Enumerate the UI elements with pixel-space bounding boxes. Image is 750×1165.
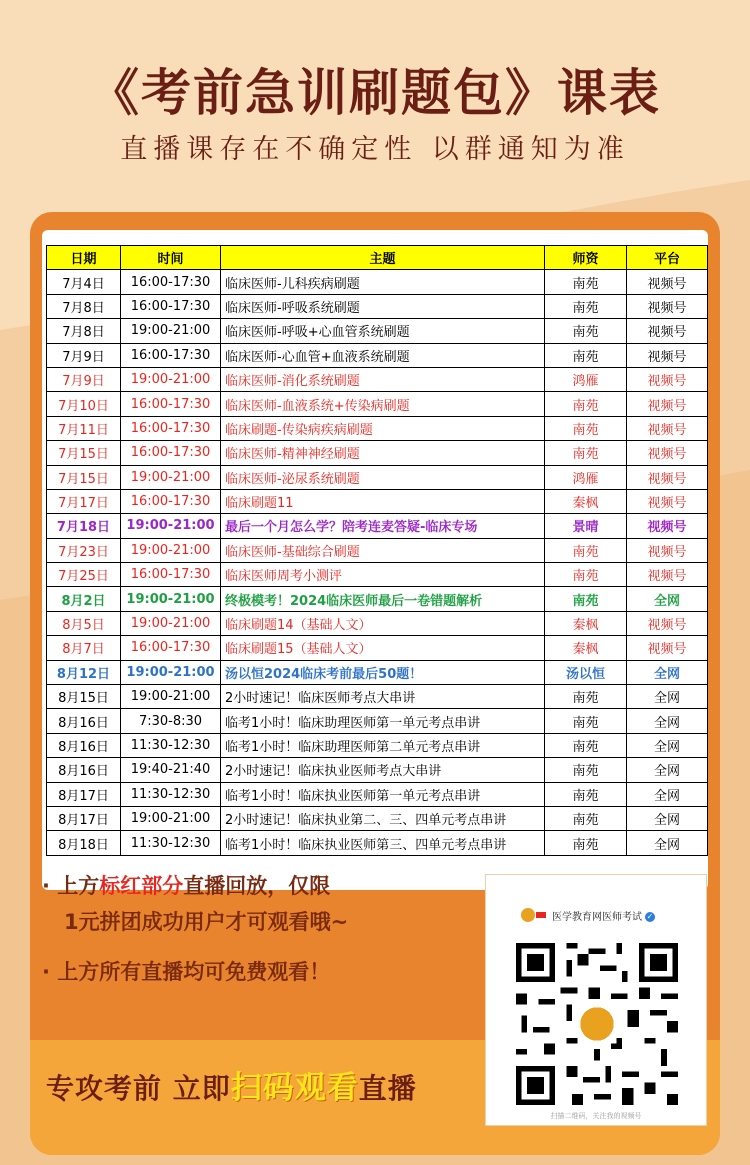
table-row bbox=[47, 294, 708, 318]
cell-date: 8月2日 bbox=[47, 587, 121, 611]
table-row bbox=[47, 514, 708, 538]
cell-teacher: 南苑 bbox=[545, 587, 627, 611]
cell-teacher: 南苑 bbox=[545, 733, 627, 757]
cell-time: 19:00-21:00 bbox=[121, 806, 221, 830]
cell-date: 8月16日 bbox=[47, 709, 121, 733]
page-subtitle: 直播课存在不确定性 以群通知为准 bbox=[120, 134, 630, 165]
cell-teacher: 南苑 bbox=[545, 441, 627, 465]
cell-date: 8月18日 bbox=[47, 831, 121, 855]
cell-date: 8月16日 bbox=[47, 758, 121, 782]
cell-platform: 全网 bbox=[627, 831, 708, 855]
cell-date: 8月7日 bbox=[47, 636, 121, 660]
cell-platform: 视频号 bbox=[627, 611, 708, 635]
cell-time: 19:00-21:00 bbox=[121, 538, 221, 562]
cell-teacher: 鸿雁 bbox=[545, 465, 627, 489]
cell-date: 7月9日 bbox=[47, 343, 121, 367]
cell-date: 7月18日 bbox=[47, 514, 121, 538]
page-title: 《考前急训刷题包》课表 bbox=[89, 64, 661, 122]
header-topic: 主题 bbox=[221, 246, 545, 270]
note-replay-prefix: · 上方 bbox=[42, 874, 100, 898]
note-replay-line2: 1元拼团成功用户才可观看哦~ bbox=[64, 910, 349, 934]
schedule-table bbox=[46, 245, 708, 856]
cell-date: 8月16日 bbox=[47, 733, 121, 757]
table-header-row bbox=[47, 246, 708, 270]
cell-topic: 汤以恒2024临床考前最后50题！ bbox=[221, 660, 545, 684]
cell-teacher: 南苑 bbox=[545, 538, 627, 562]
table-row bbox=[47, 563, 708, 587]
cell-date: 7月15日 bbox=[47, 465, 121, 489]
cell-time: 11:30-12:30 bbox=[121, 831, 221, 855]
note-replay bbox=[42, 868, 472, 940]
cell-date: 7月10日 bbox=[47, 392, 121, 416]
cell-date: 7月25日 bbox=[47, 563, 121, 587]
cell-time: 19:00-21:00 bbox=[121, 514, 221, 538]
cell-platform: 视频号 bbox=[627, 392, 708, 416]
cell-topic: 临床刷题11 bbox=[221, 489, 545, 513]
cell-time: 16:00-17:30 bbox=[121, 343, 221, 367]
cell-topic: 临床刷题15（基础人文） bbox=[221, 636, 545, 660]
cell-topic: 临床医师-消化系统刷题 bbox=[221, 367, 545, 391]
notes-section bbox=[42, 868, 472, 1004]
table-row bbox=[47, 831, 708, 855]
cell-time: 19:00-21:00 bbox=[121, 465, 221, 489]
cell-time: 16:00-17:30 bbox=[121, 441, 221, 465]
header-teacher: 师资 bbox=[545, 246, 627, 270]
cell-time: 16:00-17:30 bbox=[121, 416, 221, 440]
cta-banner bbox=[46, 1063, 417, 1114]
cell-time: 19:40-21:40 bbox=[121, 758, 221, 782]
cell-platform: 视频号 bbox=[627, 416, 708, 440]
cell-platform: 全网 bbox=[627, 685, 708, 709]
cell-time: 19:00-21:00 bbox=[121, 587, 221, 611]
cell-topic: 临床医师周考小测评 bbox=[221, 563, 545, 587]
table-row bbox=[47, 441, 708, 465]
cell-teacher: 南苑 bbox=[545, 392, 627, 416]
cell-topic: 临床刷题14（基础人文） bbox=[221, 611, 545, 635]
account-logo-icon bbox=[520, 905, 546, 925]
cell-topic: 临考1小时！临床助理医师第一单元考点串讲 bbox=[221, 709, 545, 733]
cell-platform: 全网 bbox=[627, 709, 708, 733]
cell-platform: 视频号 bbox=[627, 538, 708, 562]
note-replay-highlight: 标红部分 bbox=[99, 874, 184, 898]
cell-time: 19:00-21:00 bbox=[121, 367, 221, 391]
cell-teacher: 南苑 bbox=[545, 319, 627, 343]
cell-time: 16:00-17:30 bbox=[121, 294, 221, 318]
header-date: 日期 bbox=[47, 246, 121, 270]
cell-topic: 临考1小时！临床执业医师第一单元考点串讲 bbox=[221, 782, 545, 806]
cell-time: 19:00-21:00 bbox=[121, 685, 221, 709]
cell-time: 19:00-21:00 bbox=[121, 660, 221, 684]
table-row bbox=[47, 270, 708, 294]
qr-header bbox=[520, 905, 706, 925]
cell-topic: 临床医师-儿科疾病刷题 bbox=[221, 270, 545, 294]
cell-date: 7月8日 bbox=[47, 294, 121, 318]
table-row bbox=[47, 636, 708, 660]
table-row bbox=[47, 489, 708, 513]
cell-date: 7月4日 bbox=[47, 270, 121, 294]
cell-platform: 视频号 bbox=[627, 465, 708, 489]
cell-time: 11:30-12:30 bbox=[121, 782, 221, 806]
qr-account-name: 医学教育网医师考试 bbox=[552, 912, 642, 923]
cell-topic: 临床医师-血液系统+传染病刷题 bbox=[221, 392, 545, 416]
cell-platform: 全网 bbox=[627, 587, 708, 611]
cell-platform: 视频号 bbox=[627, 563, 708, 587]
cell-teacher: 南苑 bbox=[545, 806, 627, 830]
cell-teacher: 南苑 bbox=[545, 416, 627, 440]
header-platform: 平台 bbox=[627, 246, 708, 270]
cell-platform: 视频号 bbox=[627, 294, 708, 318]
table-row bbox=[47, 392, 708, 416]
cell-date: 8月5日 bbox=[47, 611, 121, 635]
cell-date: 7月9日 bbox=[47, 367, 121, 391]
cell-teacher: 南苑 bbox=[545, 343, 627, 367]
cell-platform: 视频号 bbox=[627, 441, 708, 465]
cell-topic: 临考1小时！临床助理医师第二单元考点串讲 bbox=[221, 733, 545, 757]
cell-time: 11:30-12:30 bbox=[121, 733, 221, 757]
cell-topic: 临床医师-精神神经刷题 bbox=[221, 441, 545, 465]
cell-topic: 临床医师-呼吸系统刷题 bbox=[221, 294, 545, 318]
cell-date: 8月17日 bbox=[47, 782, 121, 806]
cell-time: 19:00-21:00 bbox=[121, 611, 221, 635]
cell-teacher: 南苑 bbox=[545, 294, 627, 318]
cell-topic: 临床医师-泌尿系统刷题 bbox=[221, 465, 545, 489]
cell-date: 8月15日 bbox=[47, 685, 121, 709]
cell-teacher: 秦枫 bbox=[545, 636, 627, 660]
cell-platform: 视频号 bbox=[627, 636, 708, 660]
cell-platform: 视频号 bbox=[627, 489, 708, 513]
cta-prefix: 专攻考前 立即 bbox=[46, 1072, 231, 1105]
cell-platform: 全网 bbox=[627, 758, 708, 782]
qr-caption: 扫描二维码，关注我的视频号 bbox=[550, 1112, 642, 1120]
table-row bbox=[47, 343, 708, 367]
qr-code-icon[interactable] bbox=[516, 943, 678, 1105]
cell-date: 7月11日 bbox=[47, 416, 121, 440]
cell-topic: 临床医师-呼吸+心血管系统刷题 bbox=[221, 319, 545, 343]
cell-topic: 2小时速记！临床执业医师考点大串讲 bbox=[221, 758, 545, 782]
cell-time: 19:00-21:00 bbox=[121, 319, 221, 343]
cell-date: 8月17日 bbox=[47, 806, 121, 830]
table-row bbox=[47, 538, 708, 562]
cell-teacher: 南苑 bbox=[545, 563, 627, 587]
cell-teacher: 南苑 bbox=[545, 758, 627, 782]
cell-time: 16:00-17:30 bbox=[121, 392, 221, 416]
cta-suffix: 直播 bbox=[358, 1072, 417, 1105]
qr-account-name-wrap bbox=[552, 908, 655, 923]
cell-teacher: 秦枫 bbox=[545, 611, 627, 635]
cell-teacher: 南苑 bbox=[545, 685, 627, 709]
cell-topic: 2小时速记！临床执业第二、三、四单元考点串讲 bbox=[221, 806, 545, 830]
cell-platform: 视频号 bbox=[627, 343, 708, 367]
cell-topic: 临床医师-心血管+血液系统刷题 bbox=[221, 343, 545, 367]
header-time: 时间 bbox=[121, 246, 221, 270]
cell-date: 7月17日 bbox=[47, 489, 121, 513]
cell-teacher: 秦枫 bbox=[545, 489, 627, 513]
cell-time: 16:00-17:30 bbox=[121, 270, 221, 294]
cell-platform: 视频号 bbox=[627, 319, 708, 343]
table-row bbox=[47, 758, 708, 782]
cell-time: 16:00-17:30 bbox=[121, 563, 221, 587]
cell-topic: 终极模考！2024临床医师最后一卷错题解析 bbox=[221, 587, 545, 611]
cell-time: 7:30-8:30 bbox=[121, 709, 221, 733]
table-body bbox=[47, 270, 708, 855]
cell-topic: 临床医师-基础综合刷题 bbox=[221, 538, 545, 562]
cell-teacher: 鸿雁 bbox=[545, 367, 627, 391]
table-row bbox=[47, 611, 708, 635]
cell-platform: 视频号 bbox=[627, 514, 708, 538]
table-row bbox=[47, 709, 708, 733]
table-row bbox=[47, 660, 708, 684]
cell-topic: 最后一个月怎么学？陪考连麦答疑-临床专场 bbox=[221, 514, 545, 538]
cell-date: 7月15日 bbox=[47, 441, 121, 465]
table-row bbox=[47, 733, 708, 757]
table-row bbox=[47, 367, 708, 391]
cell-platform: 全网 bbox=[627, 733, 708, 757]
cell-platform: 全网 bbox=[627, 806, 708, 830]
table-row bbox=[47, 416, 708, 440]
table-row bbox=[47, 806, 708, 830]
table-row bbox=[47, 587, 708, 611]
cell-platform: 全网 bbox=[627, 660, 708, 684]
cell-platform: 视频号 bbox=[627, 270, 708, 294]
cell-teacher: 南苑 bbox=[545, 782, 627, 806]
table-row bbox=[47, 319, 708, 343]
cta-highlight: 扫码观看 bbox=[230, 1070, 359, 1106]
note-replay-suffix: 直播回放，仅限 bbox=[183, 874, 331, 898]
qr-card[interactable] bbox=[486, 875, 706, 1125]
table-row bbox=[47, 782, 708, 806]
cell-date: 8月12日 bbox=[47, 660, 121, 684]
table-row bbox=[47, 465, 708, 489]
cell-teacher: 南苑 bbox=[545, 831, 627, 855]
cell-teacher: 景晴 bbox=[545, 514, 627, 538]
cell-time: 16:00-17:30 bbox=[121, 489, 221, 513]
cell-topic: 临考1小时！临床执业医师第三、四单元考点串讲 bbox=[221, 831, 545, 855]
cell-topic: 2小时速记！临床医师考点大串讲 bbox=[221, 685, 545, 709]
cell-teacher: 南苑 bbox=[545, 709, 627, 733]
cell-teacher: 汤以恒 bbox=[545, 660, 627, 684]
cell-teacher: 南苑 bbox=[545, 270, 627, 294]
verified-badge-icon: ✓ bbox=[646, 912, 654, 921]
cell-date: 7月23日 bbox=[47, 538, 121, 562]
cell-date: 7月8日 bbox=[47, 319, 121, 343]
table-row bbox=[47, 685, 708, 709]
cell-platform: 全网 bbox=[627, 782, 708, 806]
cell-topic: 临床刷题-传染病疾病刷题 bbox=[221, 416, 545, 440]
cell-platform: 视频号 bbox=[627, 367, 708, 391]
cell-time: 16:00-17:30 bbox=[121, 636, 221, 660]
note-free: · 上方所有直播均可免费观看！ bbox=[42, 960, 331, 984]
